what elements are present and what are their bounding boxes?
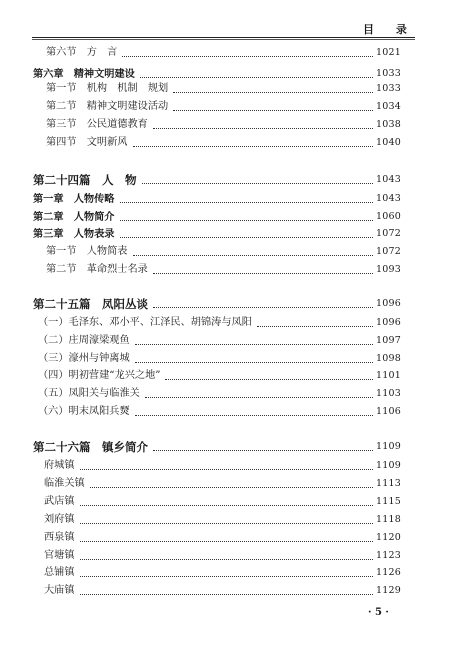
toc-label: 西泉镇 [44,532,75,543]
toc-item [38,405,401,419]
toc-page: 1129 [376,585,401,596]
toc-label: （四）明初营建“龙兴之地” [38,370,161,381]
toc-part [33,440,401,454]
toc-label: （六）明末凤阳兵燹 [38,406,130,417]
toc-town [44,566,401,580]
leader-dots [80,576,373,577]
leader-dots [135,415,373,416]
toc-label: 府城镇 [44,460,75,471]
leader-dots [120,237,374,238]
toc-label: 第二节 革命烈士名录 [46,264,148,275]
toc-label: 第二十六篇 镇乡简介 [33,440,148,454]
toc-label: 官塘镇 [44,550,75,561]
toc-label: （二）庄周濠梁观鱼 [38,335,130,346]
toc-item [38,369,401,383]
leader-dots [257,326,373,327]
toc-label: 武店镇 [44,496,75,507]
toc-section [46,136,401,150]
toc-page: 1072 [376,246,401,257]
toc-section [46,82,401,96]
leader-dots [153,307,373,308]
toc-page: 1096 [376,298,401,309]
toc-page: 1021 [376,47,401,58]
toc-section [46,100,401,114]
leader-dots [145,397,373,398]
toc-town [44,459,401,473]
header-rule [32,37,415,38]
leader-dots [173,110,373,111]
toc-label: （五）凤阳关与临淮关 [38,388,140,399]
toc-page: 1126 [376,567,401,578]
toc-label: 第三节 公民道德教育 [46,119,148,130]
leader-dots [153,273,373,274]
toc-label: 第六节 方 言 [46,47,118,58]
leader-dots [173,92,373,93]
toc-town [44,477,401,491]
toc-page: 1109 [376,460,401,471]
toc-item [38,352,401,366]
toc-chapter [33,192,401,206]
toc-town [44,531,401,545]
toc-label: 第一节 机构 机制 规划 [46,83,169,94]
leader-dots [142,183,374,184]
toc-page: 1120 [376,532,401,543]
toc-page: 1101 [376,370,401,381]
toc-page: 1043 [376,174,401,185]
toc-part [33,173,401,187]
toc-item [38,387,401,401]
toc-page: 1097 [376,335,401,346]
leader-dots [140,77,373,78]
leader-dots [133,255,374,256]
toc-label: 第六章 精神文明建设 [33,68,135,80]
toc-page: 1093 [376,264,401,275]
toc-label: 第一节 人物简表 [46,246,128,257]
toc-page: 1118 [376,514,401,525]
toc-label: 第二十四篇 人 物 [33,173,137,187]
leader-dots [122,56,373,57]
leader-dots [133,146,374,147]
toc-label: 总铺镇 [44,567,75,578]
leader-dots [80,505,373,506]
toc-section [46,118,401,132]
toc-item [38,334,401,348]
toc-label: 第二章 人物简介 [33,211,115,223]
toc-label: （一）毛泽东、邓小平、江泽民、胡锦涛与凤阳 [38,317,252,328]
leader-dots [80,559,373,560]
toc-chapter [33,227,401,241]
toc-section [46,263,401,277]
toc-page: 1034 [376,101,401,112]
toc-page: 1123 [376,550,401,561]
toc-label: 第二节 精神文明建设活动 [46,101,169,112]
toc-label: （三）濠州与钟离城 [38,353,130,364]
toc-page: 1043 [376,193,401,204]
page-header-title: 目 录 [363,23,416,36]
leader-dots [90,487,373,488]
leader-dots [135,344,373,345]
toc-page: 1072 [376,228,401,239]
toc-page: 1033 [376,83,401,94]
toc-section [46,245,401,259]
leader-dots [120,202,374,203]
toc-town [44,549,401,563]
toc-chapter [33,67,401,81]
leader-dots [120,220,374,221]
toc-page: 1106 [376,406,401,417]
toc-page: 1096 [376,317,401,328]
leader-dots [80,469,373,470]
leader-dots [80,541,373,542]
leader-dots [80,594,373,595]
toc-label: 第二十五篇 凤阳丛谈 [33,297,148,311]
toc-label: 大庙镇 [44,585,75,596]
toc-page: 1109 [376,441,401,452]
toc-page: 1040 [376,137,401,148]
toc-label: 刘府镇 [44,514,75,525]
toc-part [33,297,401,311]
toc-label: 第三章 人物表录 [33,228,115,240]
toc-page: 1113 [376,478,401,489]
leader-dots [153,128,373,129]
toc-town [44,513,401,527]
leader-dots [165,379,373,380]
leader-dots [153,450,373,451]
toc-label: 第四节 文明新风 [46,137,128,148]
toc-page: 1098 [376,353,401,364]
toc-town [44,495,401,509]
toc-chapter [33,210,401,224]
leader-dots [135,362,373,363]
toc-item [38,316,401,330]
toc-page: 1033 [376,68,401,79]
leader-dots [80,523,373,524]
toc-page: 1060 [376,211,401,222]
toc-label: 第一章 人物传略 [33,193,115,205]
header-rule-thin [32,39,415,40]
toc-label: 临淮关镇 [44,478,85,489]
toc-page: 1038 [376,119,401,130]
toc-section [46,46,401,60]
toc-town [44,584,401,598]
footer-page-number: · 5 · [368,607,389,618]
toc-page: 1115 [376,496,401,507]
toc-page: 1103 [376,388,401,399]
